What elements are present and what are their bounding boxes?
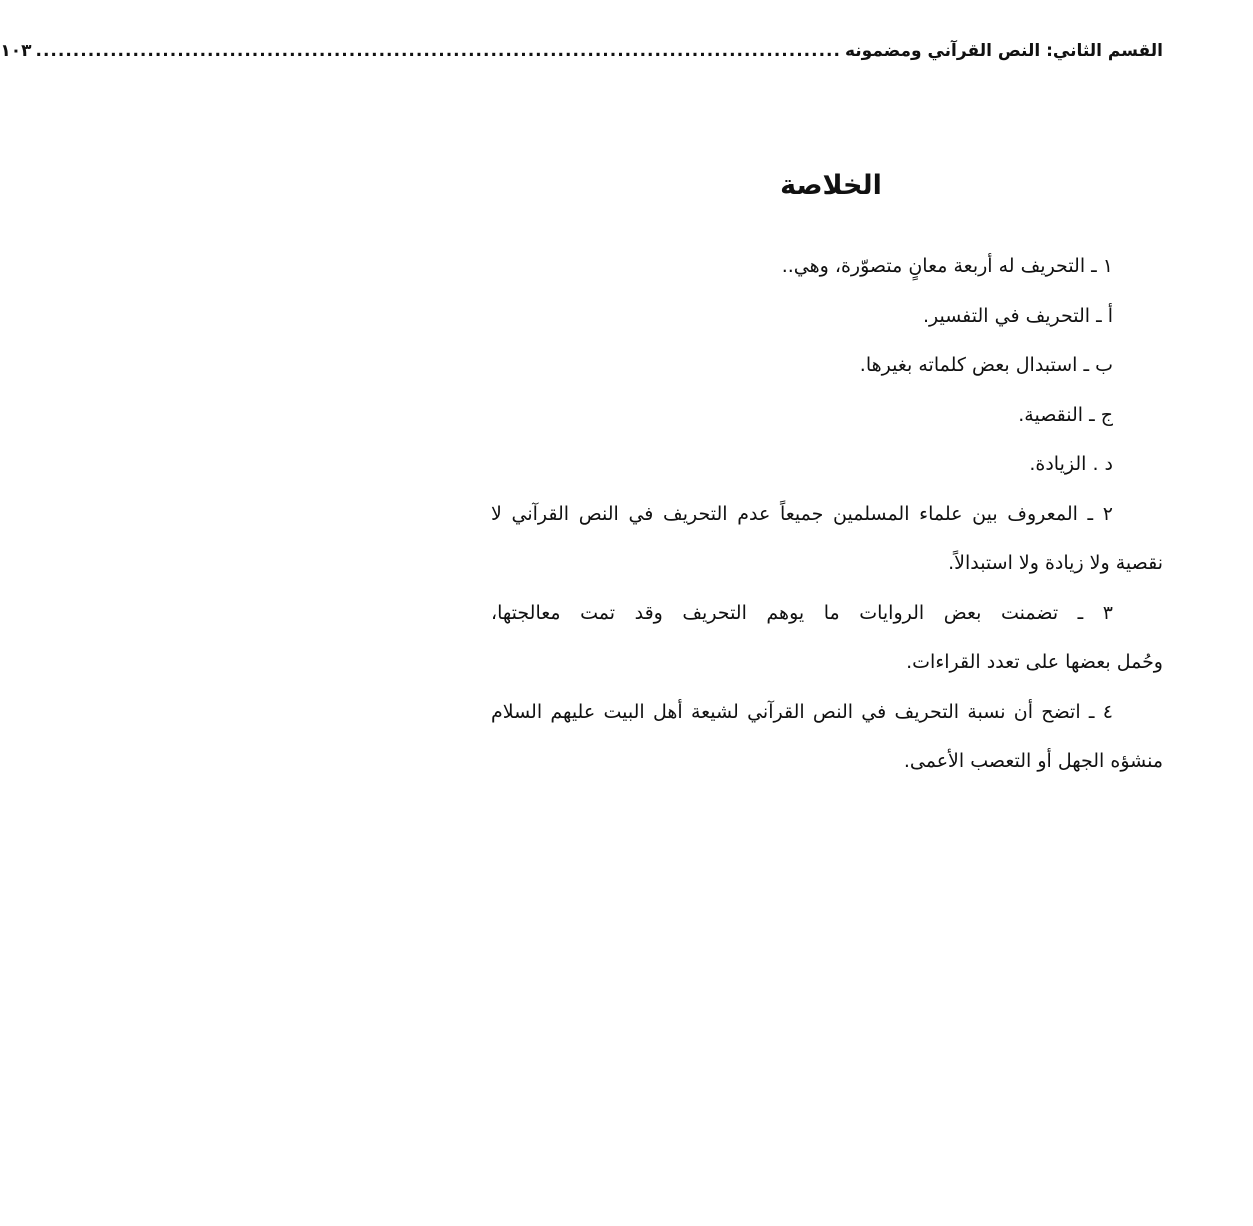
- list-item: أ ـ التحريف في التفسير.: [922, 304, 1113, 327]
- summary-content: [491, 246, 1163, 791]
- list-item: د . الزيادة.: [1029, 453, 1113, 475]
- paragraph-line: نقصية ولا زيادة ولا استبدالاً.: [948, 552, 1163, 574]
- page-number: ١٠٣: [0, 41, 32, 61]
- paragraph-line: ٢ ـ المعروف بين علماء المسلمين جميعاً عدم التحريف في النص القرآني لا: [491, 502, 1113, 525]
- header-title: القسم الثاني: النص القرآني ومضمونه: [844, 41, 1163, 61]
- paragraph-line: ٤ ـ اتضح أن نسبة التحريف في النص القرآني لشيعة أهل البيت عليهم السلام: [491, 700, 1113, 723]
- paragraph-line: وحُمل بعضها على تعدد القراءات.: [906, 651, 1163, 673]
- paragraph-line: ٣ ـ تضمنت بعض الروايات ما يوهم التحريف وقد تمت معالجتها،: [491, 601, 1113, 624]
- list-item: ١ ـ التحريف له أربعة معانٍ متصوّرة، وهي..: [781, 255, 1113, 277]
- list-item: ب ـ استبدال بعض كلماته بغيرها.: [859, 354, 1113, 376]
- running-header: [0, 34, 1163, 68]
- list-item: ج ـ النقصية.: [1018, 403, 1113, 426]
- section-title: الخلاصة: [780, 170, 882, 201]
- paragraph-line: منشؤه الجهل أو التعصب الأعمى.: [903, 750, 1163, 772]
- header-leader-dots: ............................................................................................................: [35, 41, 841, 61]
